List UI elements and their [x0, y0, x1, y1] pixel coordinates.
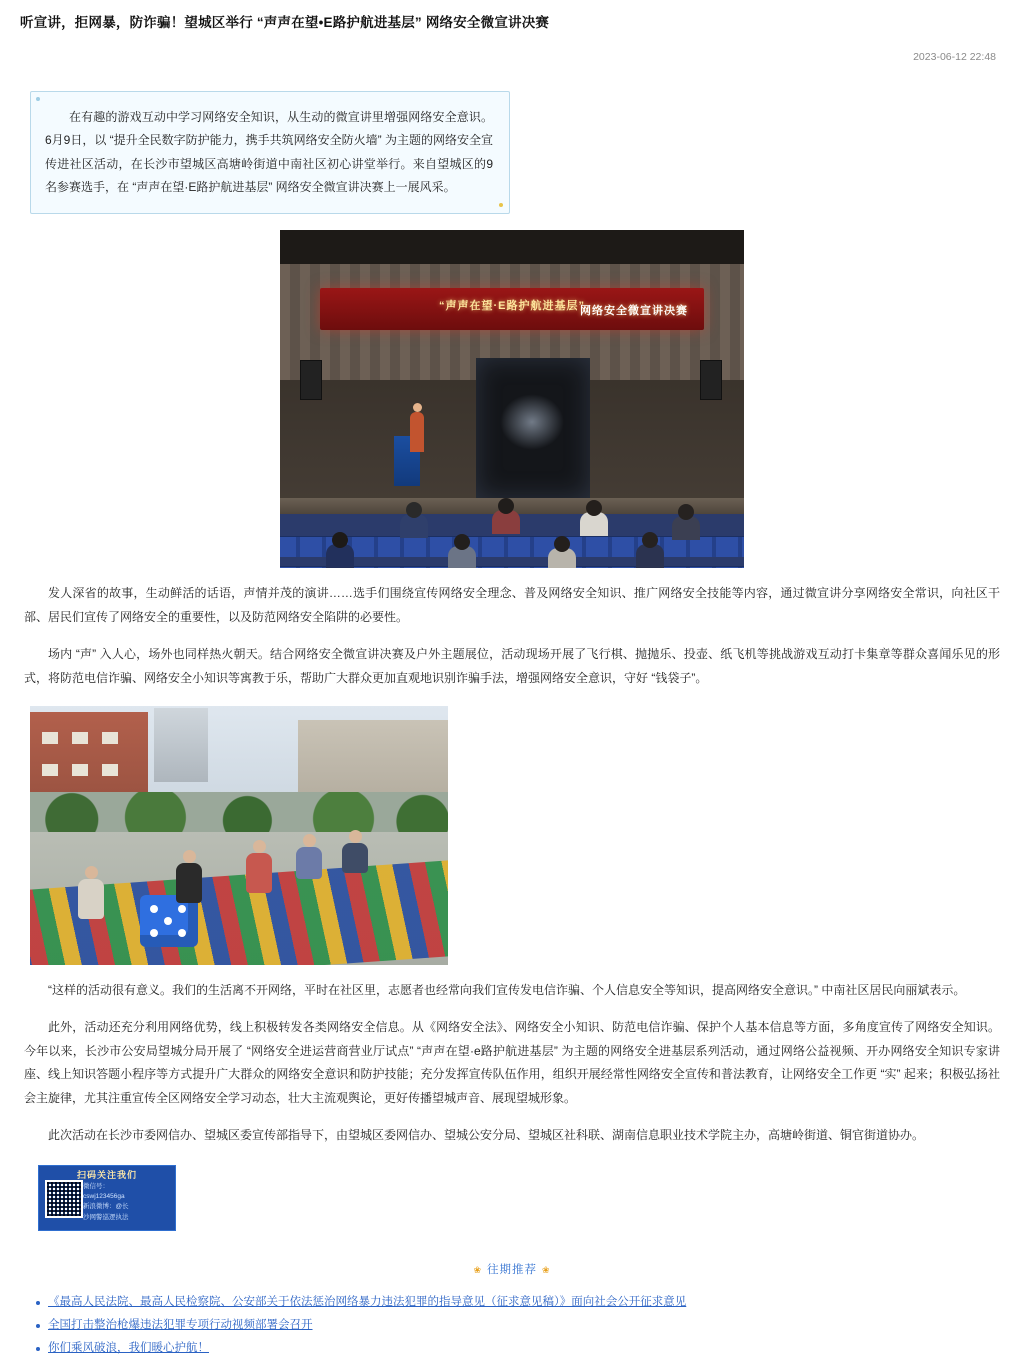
dice-pip — [178, 905, 186, 913]
follow-us-card[interactable] — [38, 1165, 176, 1231]
recommend-link[interactable]: 《最高人民法院、最高人民检察院、公安部关于依法惩治网络暴力违法犯罪的指导意见（征求意见稿）》面向社会公开征求意见 — [48, 1296, 687, 1309]
audience-person — [636, 544, 664, 568]
follow-us-title: 扫码关注我们 — [76, 1170, 137, 1181]
window — [72, 764, 88, 776]
participant-head — [253, 840, 266, 853]
flower-icon: ❀ — [542, 1264, 551, 1275]
ceiling-dark-strip — [280, 230, 744, 264]
window — [42, 764, 58, 776]
screen-glow — [500, 394, 564, 450]
recommend-link[interactable]: 你们乘风破浪，我们暖心护航！ — [48, 1342, 209, 1355]
dice-pip — [150, 929, 158, 937]
follow-us-card-wrap — [38, 1165, 1008, 1231]
dice-pip — [164, 917, 172, 925]
date-row — [16, 47, 996, 65]
participant — [296, 834, 322, 879]
audience-area — [280, 514, 744, 568]
weibo-id: 沙网警巡逻执法 — [83, 1213, 129, 1221]
audience-person — [672, 516, 700, 540]
participant-head — [349, 830, 362, 843]
banner-main-text: “声声在望·E路护航进基层” — [439, 300, 585, 313]
participant-body — [342, 843, 368, 873]
building-tower — [154, 708, 208, 782]
participant-body — [296, 847, 322, 879]
participant-body — [176, 863, 202, 903]
participant-head — [303, 834, 316, 847]
dice-pip — [150, 905, 158, 913]
participant-body — [78, 879, 104, 919]
presenter — [410, 412, 424, 452]
audience-person — [400, 514, 428, 538]
figure-yard — [30, 706, 1008, 965]
paragraph: 此次活动在长沙市委网信办、望城区委宣传部指导下，由望城区委网信办、望城公安分局、望城区社科联、湖南信息职业技术学院主办，高塘岭街道、铜官街道协办。 — [48, 1127, 925, 1142]
banner-sub-text: 网络安全微宣讲决赛 — [580, 305, 688, 318]
paragraph: 此外，活动还充分利用网络优势，线上积极转发各类网络安全信息。从《网络安全法》、网络安全小知识、防范电信诈骗、保护个人基本信息等方面，多角度宣传了网络安全知识。今年以来，长沙市公安局望城分局开展了 “网络安全进运营商营业厅试点” “声声在望·e路护航进基层” 为主题的网络安全进基层系列活动，通过网络公益视频、开办网络安全知识专家讲座、线上知识答题小程序等方式提升广大群众的网络安全意识和防护技能；充分发挥宣传队伍作用，组织开展经常性网络安全宣传和普法教育，让网络安全工作更 “实” 起来；积极弘扬社会主旋律，尤其注重宣传全区网络安全学习动态，壮大主流观舆论，更好传播望城声音、展现望城形象。 — [24, 1020, 1000, 1105]
recommend-title: 往期推荐 — [487, 1264, 537, 1277]
audience-person — [326, 544, 354, 568]
recommend-header — [16, 1261, 1008, 1277]
participant — [342, 830, 368, 873]
participant-head — [183, 850, 196, 863]
paragraph: 场内 “声” 入人心，场外也同样热火朝天。结合网络安全微宣讲决赛及户外主题展位，活动现场开展了飞行棋、抛抛乐、投壶、纸飞机等挑战游戏互动打卡集章等群众喜闻乐见的形式，将防范电信诈骗、网络安全小知识等寓教于乐，帮助广大群众更加直观地识别诈骗手法，增强网络安全意识，守好 “钱袋子”。 — [24, 647, 1000, 685]
qr-code-icon — [45, 1180, 83, 1218]
dice-pip — [178, 929, 186, 937]
photo-schoolyard — [30, 706, 448, 965]
window — [42, 732, 58, 744]
publish-date: 2023-06-12 22:48 — [913, 50, 996, 63]
wechat-label: 微信号： — [83, 1183, 109, 1191]
participant-body — [246, 853, 272, 893]
photo-auditorium — [280, 230, 744, 568]
speaker-box-right — [700, 360, 722, 400]
window — [102, 764, 118, 776]
wechat-id: cswj123456ga — [83, 1193, 125, 1201]
list-item[interactable] — [34, 1314, 1008, 1337]
paragraph: 发人深省的故事，生动鲜活的话语，声情并茂的演讲……选手们围绕宣传网络安全理念、普及网络安全知识、推广网络安全技能等内容，通过微宣讲分享网络安全常识，向社区干部、居民们宣传了网络安全的重要性，以及防范网络安全陷阱的必要性。 — [24, 586, 1000, 624]
paragraph: “这样的活动很有意义。我们的生活离不开网络，平时在社区里，志愿者也经常向我们宣传发电信诈骗、个人信息安全等知识，提高网络安全意识。” 中南社区居民向丽斌表示。 — [48, 983, 966, 998]
participant — [176, 850, 202, 903]
participant — [246, 840, 272, 893]
audience-person — [580, 512, 608, 536]
audience-person — [492, 510, 520, 534]
speaker-box-left — [300, 360, 322, 400]
lead-callout — [30, 91, 510, 215]
participant-head — [85, 866, 98, 879]
stage-screen — [476, 358, 590, 498]
follow-us-details — [83, 1182, 129, 1222]
window — [72, 732, 88, 744]
flower-icon: ❀ — [473, 1264, 482, 1275]
page-title: 听宣讲，拒网暴，防诈骗！望城区举行 “声声在望•E路护航进基层” 网络安全微宣讲决赛 — [20, 15, 550, 30]
window — [102, 732, 118, 744]
weibo-label: 新浪微博：@长 — [83, 1203, 129, 1211]
recommend-link[interactable]: 全国打击整治枪爆违法犯罪专项行动视频部署会召开 — [48, 1319, 313, 1332]
figure-hall — [16, 230, 1008, 568]
lead-text: 在有趣的游戏互动中学习网络安全知识，从生动的微宣讲里增强网络安全意识。6月9日，以 “提升全民数字防护能力，携手共筑网络安全防火墙” 为主题的网络安全宣传进社区活动，在长沙市望城区高塘岭街道中南社区初心讲堂举行。来自望城区的9名参赛选手，在 “声声在望·E路护航进基层” 网络安全微宣讲决赛上一展风采。 — [45, 109, 494, 195]
participant — [78, 866, 104, 919]
list-item[interactable] — [34, 1291, 1008, 1314]
list-item[interactable] — [34, 1337, 1008, 1360]
recommend-list — [34, 1291, 1008, 1360]
